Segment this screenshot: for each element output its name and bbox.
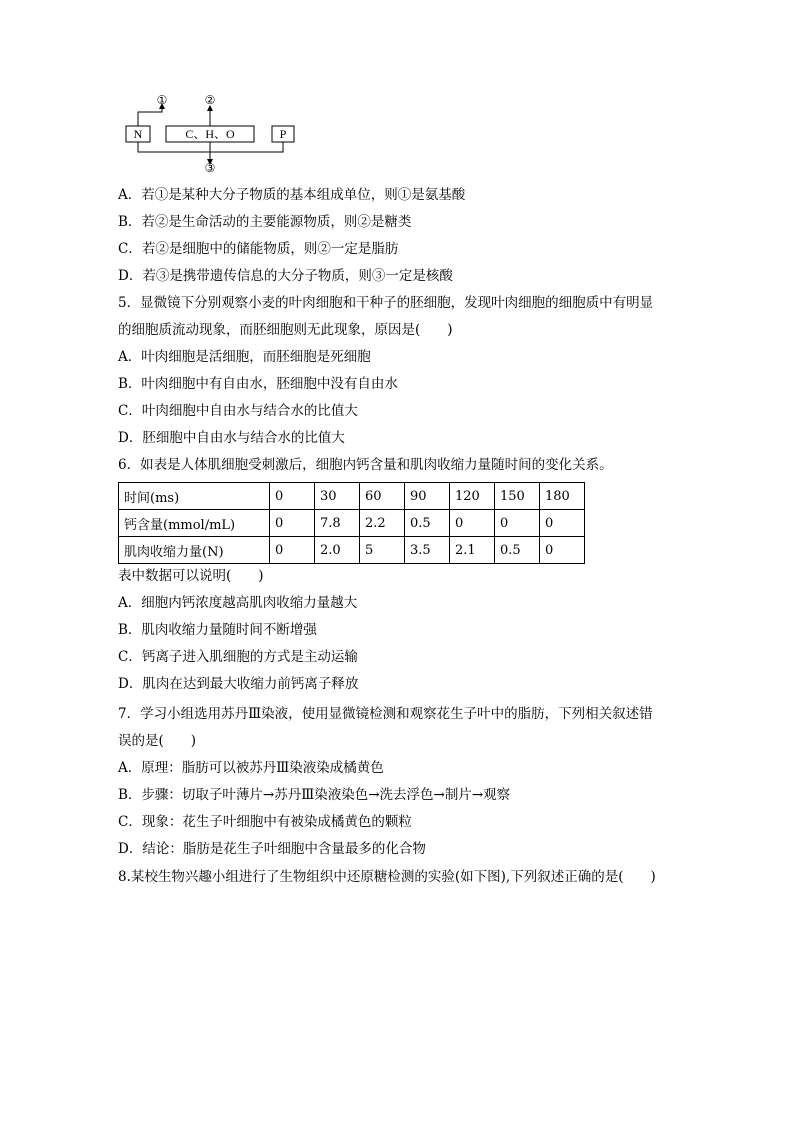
table-cell: 肌肉收缩力量(N) — [119, 537, 270, 564]
label-n: N — [133, 127, 143, 141]
q7-option-b: B．步骤：切取子叶薄片→苏丹Ⅲ染液染色→洗去浮色→制片→观察 — [118, 787, 511, 803]
table-cell: 90 — [405, 483, 450, 510]
marker-3: ③ — [204, 161, 216, 174]
table-cell: 30 — [315, 483, 360, 510]
arrow-1 — [138, 106, 162, 126]
table-cell: 钙含量(mmol/mL) — [119, 510, 270, 537]
marker-1: ① — [156, 93, 168, 107]
q7-option-a: A．原理：脂肪可以被苏丹Ⅲ染液染成橘黄色 — [118, 760, 384, 776]
q4-option-b: B．若②是生命活动的主要能源物质，则②是糖类 — [118, 214, 412, 230]
q5-stem-line1: 5．显微镜下分别观察小麦的叶肉细胞和干种子的胚细胞，发现叶肉细胞的细胞质中有明显 — [118, 295, 654, 311]
q6-option-d: D．肌肉在达到最大收缩力前钙离子释放 — [118, 676, 359, 692]
table-cell: 2.2 — [360, 510, 405, 537]
table-cell: 2.0 — [315, 537, 360, 564]
q8-stem: 8.某校生物兴趣小组进行了生物组织中还原糖检测的实验(如下图),下列叙述正确的是( ) — [118, 869, 656, 885]
q7-option-d: D．结论：脂肪是花生子叶细胞中含量最多的化合物 — [118, 841, 426, 857]
table-cell: 2.1 — [450, 537, 495, 564]
q6-option-b: B．肌肉收缩力量随时间不断增强 — [118, 622, 317, 638]
table-cell: 7.8 — [315, 510, 360, 537]
q7-option-c: C．现象：花生子叶细胞中有被染成橘黄色的颗粒 — [118, 814, 412, 830]
table-cell: 0 — [450, 510, 495, 537]
q6-stem: 6．如表是人体肌细胞受刺激后，细胞内钙含量和肌肉收缩力量随时间的变化关系。 — [118, 457, 613, 473]
table-cell: 0 — [270, 483, 315, 510]
table-cell: 120 — [450, 483, 495, 510]
table-row — [119, 510, 585, 537]
q4-option-d: D．若③是携带遗传信息的大分子物质，则③一定是核酸 — [118, 268, 453, 284]
table-cell: 5 — [360, 537, 405, 564]
table-cell: 0 — [270, 537, 315, 564]
table-cell: 0.5 — [405, 510, 450, 537]
table-cell: 时间(ms) — [119, 483, 270, 510]
table-cell: 0 — [495, 510, 540, 537]
q4-option-c: C．若②是细胞中的储能物质，则②一定是脂肪 — [118, 241, 399, 257]
table-cell: 3.5 — [405, 537, 450, 564]
q6-after-table: 表中数据可以说明( ) — [118, 568, 264, 584]
q5-option-b: B．叶肉细胞中有自由水，胚细胞中没有自由水 — [118, 376, 398, 392]
q7-stem-line2: 误的是( ) — [118, 733, 197, 749]
q5-option-a: A．叶肉细胞是活细胞，而胚细胞是死细胞 — [118, 349, 371, 365]
q6-option-c: C．钙离子进入肌细胞的方式是主动运输 — [118, 649, 358, 665]
marker-2: ② — [204, 93, 216, 107]
table-row — [119, 537, 585, 564]
q4-option-a: A．若①是某种大分子物质的基本组成单位，则①是氨基酸 — [118, 187, 466, 203]
calcium-force-table — [118, 482, 585, 564]
element-composition-diagram — [118, 92, 308, 174]
table-cell: 0 — [540, 510, 585, 537]
q5-option-d: D．胚细胞中自由水与结合水的比值大 — [118, 430, 345, 446]
label-center: C、H、O — [185, 127, 235, 141]
label-p: P — [279, 127, 287, 141]
table-cell: 0.5 — [495, 537, 540, 564]
table-cell: 60 — [360, 483, 405, 510]
table-cell: 0 — [540, 537, 585, 564]
table-cell: 150 — [495, 483, 540, 510]
q6-option-a: A．细胞内钙浓度越高肌肉收缩力量越大 — [118, 595, 358, 611]
q5-option-c: C．叶肉细胞中自由水与结合水的比值大 — [118, 403, 358, 419]
table-cell: 180 — [540, 483, 585, 510]
q5-stem-line2: 的细胞质流动现象，而胚细胞则无此现象，原因是( ) — [118, 322, 453, 338]
q7-stem-line1: 7．学习小组选用苏丹Ⅲ染液，使用显微镜检测和观察花生子叶中的脂肪，下列相关叙述错 — [118, 706, 653, 722]
table-cell: 0 — [270, 510, 315, 537]
table-row — [119, 483, 585, 510]
